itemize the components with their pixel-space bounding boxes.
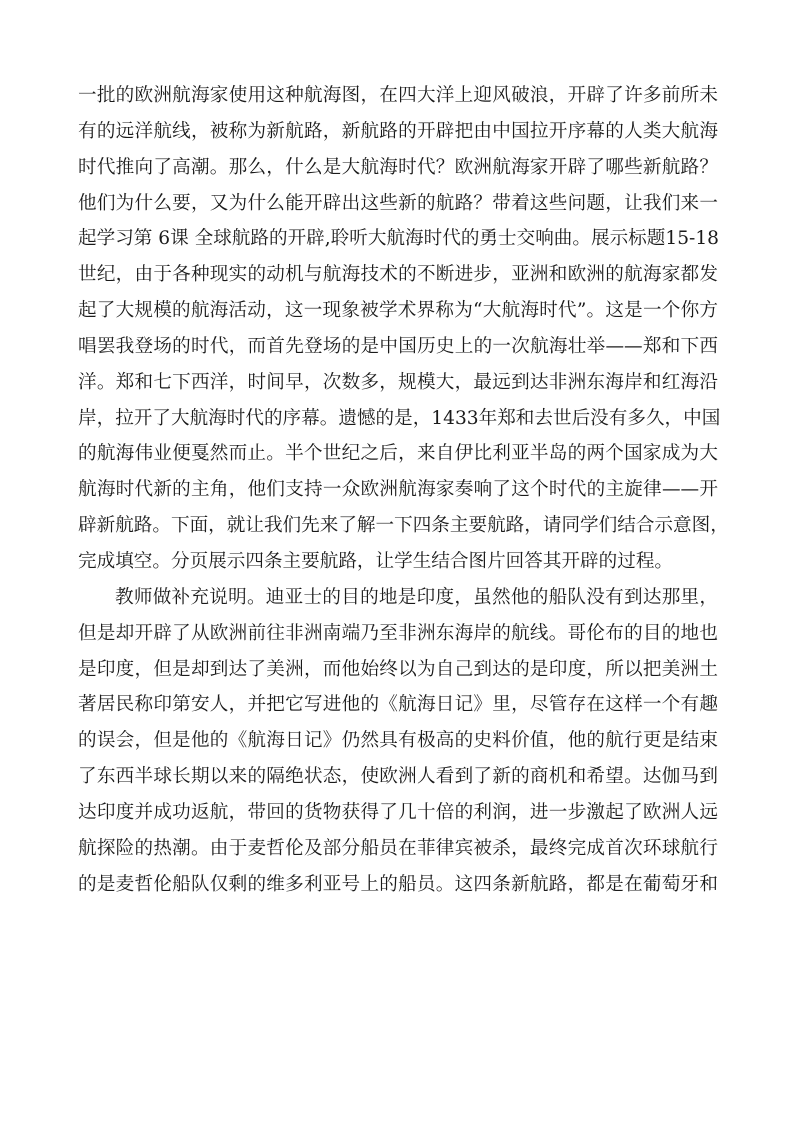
text-line: 航海时代新的主角，他们支持一众欧洲航海家奏响了这个时代的主旋律——开 [78, 479, 718, 501]
text-line: 的是麦哲伦船队仅剩的维多利亚号上的船员。这四条新航路，都是在葡萄牙和 [78, 873, 718, 895]
text-line: 世纪，由于各种现实的动机与航海技术的不断进步，亚洲和欧洲的航海家都发 [78, 264, 718, 286]
text-line: 起了大规模的航海活动，这一现象被学术界称为“大航海时代”。这是一个你方 [78, 300, 718, 322]
text-line: 时代推向了高潮。那么，什么是大航海时代？欧洲航海家开辟了哪些新航路？ [78, 156, 718, 178]
text-line: 一批的欧洲航海家使用这种航海图，在四大洋上迎风破浪，开辟了许多前所未 [78, 85, 718, 106]
text-line: 教师做补充说明。迪亚士的目的地是印度，虽然他的船队没有到达那里， [115, 586, 718, 608]
text-line: 了东西半球长期以来的隔绝状态，使欧洲人看到了新的商机和希望。达伽马到 [78, 766, 718, 788]
text-line: 航探险的热潮。由于麦哲伦及部分船员在菲律宾被杀，最终完成首次环球航行 [78, 837, 718, 859]
body-text [78, 78, 729, 902]
paragraph-1 [78, 78, 729, 580]
text-line: 岸，拉开了大航海时代的序幕。遗憾的是，1433年郑和去世后没有多久，中国 [78, 407, 721, 429]
text-line: 唱罢我登场的时代，而首先登场的是中国历史上的一次航海壮举——郑和下西 [78, 335, 718, 357]
text-line: 洋。郑和七下西洋，时间早，次数多，规模大，最远到达非洲东海岸和红海沿 [78, 371, 718, 393]
text-line: 的误会，但是他的《航海日记》仍然具有极高的史料价值，他的航行更是结束 [78, 730, 718, 752]
text-line: 但是却开辟了从欧洲前往非洲南端乃至非洲东海岸的航线。哥伦布的目的地也 [78, 622, 718, 644]
text-line: 著居民称印第安人，并把它写进他的《航海日记》里，尽管存在这样一个有趣 [78, 694, 718, 716]
text-line: 是印度，但是却到达了美洲，而他始终以为自己到达的是印度，所以把美洲土 [78, 658, 718, 680]
paragraph-2 [78, 580, 718, 903]
text-line: 完成填空。分页展示四条主要航路，让学生结合图片回答其开辟的过程。 [78, 550, 674, 572]
text-line: 起学习第 6课 全球航路的开辟,聆听大航海时代的勇士交响曲。展示标题15-18 [78, 228, 719, 250]
text-line: 的航海伟业便戛然而止。半个世纪之后，来自伊比利亚半岛的两个国家成为大 [78, 443, 718, 465]
text-line: 达印度并成功返航，带回的货物获得了几十倍的利润，进一步激起了欧洲人远 [78, 801, 718, 823]
text-line: 有的远洋航线，被称为新航路，新航路的开辟把由中国拉开序幕的人类大航海 [78, 120, 718, 142]
text-line: 他们为什么要，又为什么能开辟出这些新的航路？带着这些问题，让我们来一 [78, 192, 718, 214]
text-line: 辟新航路。下面，就让我们先来了解一下四条主要航路，请同学们结合示意图， [78, 515, 729, 537]
